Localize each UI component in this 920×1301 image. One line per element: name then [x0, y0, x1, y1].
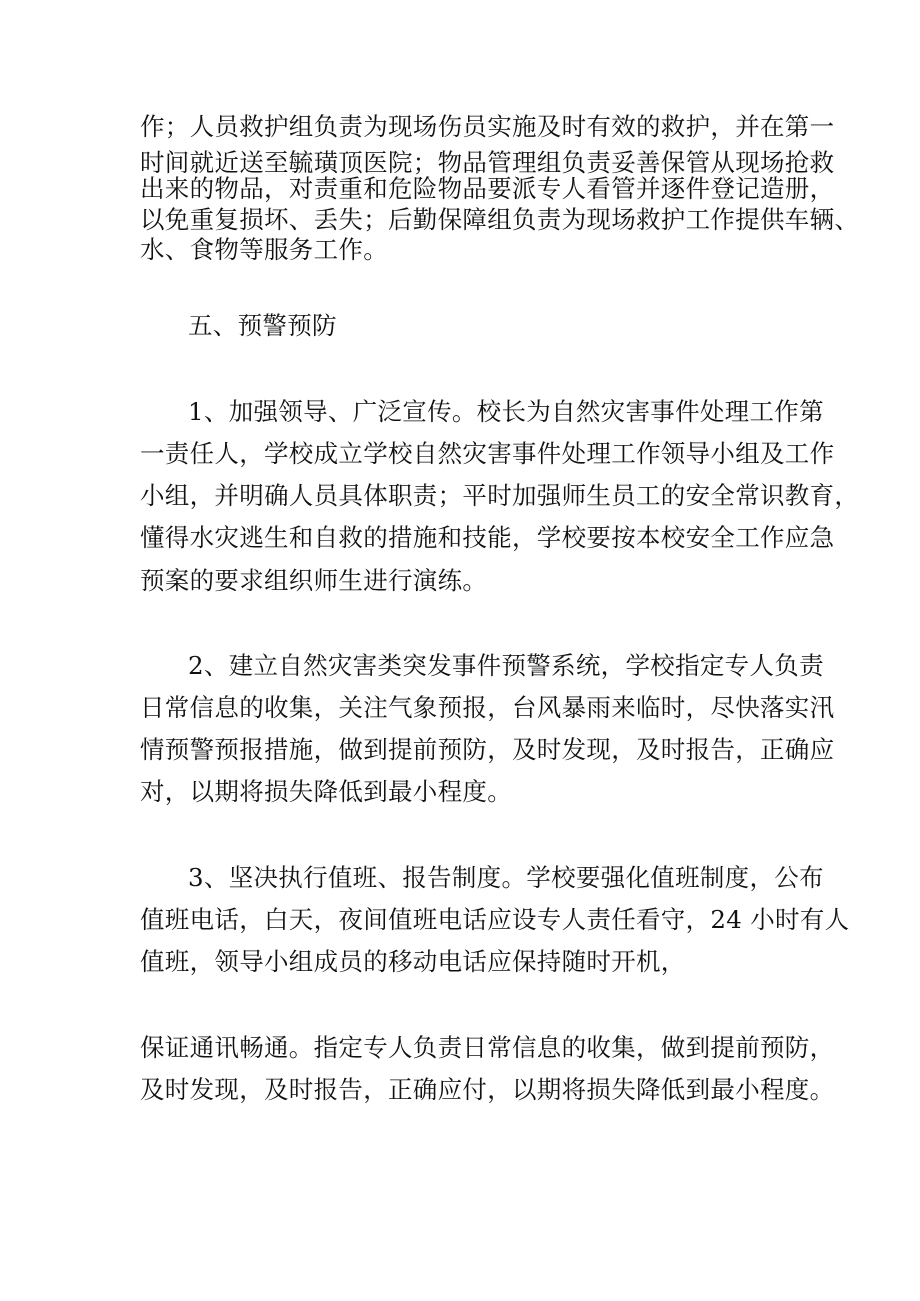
item-2-line: 2、建立自然灾害类突发事件预警系统，学校指定专人负责 — [188, 651, 824, 680]
item-1-line: 预案的要求组织师生进行演练。 — [140, 566, 488, 595]
item-3-line: 值班，领导小组成员的移动电话应保持随时开机， — [140, 947, 686, 976]
item-1-line: 1、加强领导、广泛宣传。校长为自然灾害事件处理工作第 — [188, 397, 824, 426]
item-1-line: 小组，并明确人员具体职责；平时加强师生员工的安全常识教育， — [140, 481, 860, 510]
item-2-line: 情预警预报措施，做到提前预防，及时发现，及时报告，正确应 — [140, 735, 835, 764]
paragraph-line: 出来的物品，对责重和危险物品要派专人看管并逐件登记造册， — [140, 174, 835, 203]
paragraph-line: 时间就近送至毓璜顶医院；物品管理组负责妥善保管从现场抢救 — [140, 148, 835, 177]
item-3-line: 值班电话，白天，夜间值班电话应设专人责任看守，24 小时有人 — [140, 905, 850, 934]
paragraph-line: 及时发现，及时报告，正确应付，以期将损失降低到最小程度。 — [140, 1075, 835, 1104]
paragraph-line: 以免重复损坏、丢失；后勤保障组负责为现场救护工作提供车辆、 — [140, 205, 860, 234]
item-2-line: 日常信息的收集，关注气象预报，台风暴雨来临时，尽快落实汛 — [140, 693, 835, 722]
paragraph-line: 作；人员救护组负责为现场伤员实施及时有效的救护，并在第一 — [140, 112, 835, 141]
item-3-line: 3、坚决执行值班、报告制度。学校要强化值班制度，公布 — [188, 863, 824, 892]
paragraph-line: 水、食物等服务工作。 — [140, 235, 388, 264]
item-1-line: 一责任人，学校成立学校自然灾害事件处理工作领导小组及工作 — [140, 439, 835, 468]
item-2-line: 对，以期将损失降低到最小程度。 — [140, 777, 512, 806]
section-heading: 五、预警预防 — [188, 311, 337, 340]
paragraph-line: 保证通讯畅通。指定专人负责日常信息的收集，做到提前预防， — [140, 1033, 835, 1062]
item-1-line: 懂得水灾逃生和自救的措施和技能，学校要按本校安全工作应急 — [140, 523, 835, 552]
